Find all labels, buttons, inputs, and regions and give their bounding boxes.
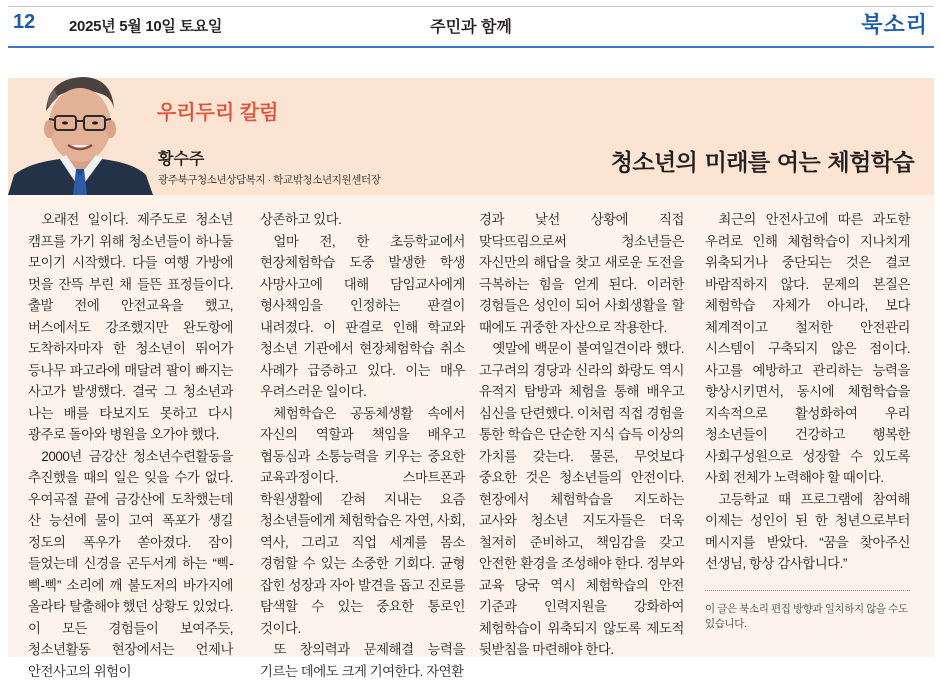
header-divider bbox=[8, 46, 934, 48]
paragraph: 고등학교 때 프로그램에 참여해 이제는 성인이 된 한 청년으로부터 메시지를 받았다. “꿈을 찾아주신 선생님, 항상 감사합니다.” bbox=[705, 489, 910, 575]
author-title: 광주북구청소년상담복지 · 학교밖청소년지원센터장 bbox=[158, 172, 380, 187]
paragraph: 또 창의력과 문제해결 능력을 기르는 데에도 크게 기여한다. 자연환 bbox=[260, 639, 465, 682]
paragraph: 2000년 금강산 청소년수련활동을 추진했을 때의 일은 잊을 수가 없다. 우여곡절 끝에 금강산에 도착했는데 산 능선에 물이 고여 폭포가 생길 정도의 폭우가 쏟아졌다. 잠이 들었는데 신경을 곤두서게 하는 “삑-삑-삑” 소리에 깨 불도저의 바가지에 올라타 탈출해야 했던 상황도 있었다. 이 모든 경험들이 보여주듯, 청소년활동 현장에서는 언제나 안전사고의 위험이 bbox=[28, 446, 233, 682]
paragraph: 오래전 일이다. 제주도로 청소년 캠프를 가기 위해 청소년들이 하나둘 모이기 시작했다. 다들 여행 가방에 멋을 잔뜩 부린 채 들뜬 표정들이다. 출발 전에 안전교육을 했고, 버스에서도 강조했지만 완도항에 도착하자마자 한 청소년이 뛰어가 등나무 파고라에 매달려 팔이 빠지는 사고가 발생했다. 결국 그 청소년과 나는 배를 타보지도 못하고 다시 광주로 돌아와 병원을 오가야 했다. bbox=[28, 209, 233, 446]
article-headline: 청소년의 미래를 여는 체험학습 bbox=[611, 144, 914, 177]
section-name: 주민과 함께 bbox=[0, 14, 942, 37]
article-column-4 bbox=[705, 209, 910, 575]
page-header bbox=[0, 7, 942, 47]
paragraph: 얼마 전, 한 초등학교에서 현장체험학습 도중 발생한 학생 사망사고에 대해 담임교사에게 형사책임을 인정하는 판결이 내려졌다. 이 판결로 인해 학교와 청소년 기관에서 현장체험학습 취소 사례가 급증하고 있다. 이는 매우 우려스러운 일이다. bbox=[260, 231, 465, 403]
masthead-logo: 북소리 bbox=[861, 8, 928, 39]
paragraph: 옛말에 백문이 불여일견이라 했다. 고구려의 경당과 신라의 화랑도 역시 유적지 탐방과 체험을 통해 배우고 심신을 단련했다. 이처럼 직접 경험을 통한 학습은 단순한 지식 습득 이상의 가치를 갖는다. 물론, 무엇보다 중요한 것은 청소년들의 안전이다. 현장에서 체험학습을 지도하는 교사와 청소년 지도자들은 더욱 철저히 준비하고, 책임감을 갖고 안전한 환경을 조성해야 한다. 정부와 교육 당국 역시 체험학습의 안전 기준과 인력지원을 강화하여 체험학습이 위축되지 않도록 제도적 뒷받침을 마련해야 한다. bbox=[479, 338, 684, 661]
page-number: 12 bbox=[13, 11, 35, 34]
article-column-1 bbox=[28, 209, 233, 682]
paragraph: 경과 낯선 상황에 직접 맞닥뜨림으로써 청소년들은 자신만의 해답을 찾고 새로운 도전을 극복하는 힘을 얻게 된다. 이러한 경험들은 성인이 되어 사회생활을 할 때에도 귀중한 자산으로 작용한다. bbox=[479, 209, 684, 338]
paragraph: 상존하고 있다. bbox=[260, 209, 465, 231]
paragraph: 체험학습은 공동체생활 속에서 자신의 역할과 책임을 배우고 협동심과 소통능력을 키우는 중요한 교육과정이다. 스마트폰과 학원생활에 갇혀 지내는 요즘 청소년들에게 체험학습은 자연, 사회, 역사, 그리고 직업 세계를 몸소 경험할 수 있는 소중한 기회다. 균형 잡힌 성장과 자아 발견을 돕고 진로를 탐색할 수 있는 중요한 통로인 것이다. bbox=[260, 403, 465, 640]
disclaimer-divider bbox=[705, 590, 910, 591]
author-name: 황수주 bbox=[158, 146, 204, 169]
article-column-3 bbox=[479, 209, 684, 661]
author-photo bbox=[8, 67, 153, 195]
column-name: 우리두리 칼럼 bbox=[157, 96, 278, 125]
paragraph: 최근의 안전사고에 따른 과도한 우려로 인해 체험학습이 지나치게 위축되거나 중단되는 것은 결코 바람직하지 않다. 문제의 본질은 체험학습 자체가 아니라, 보다 체계적이고 철저한 안전관리 시스템이 구축되지 않은 점이다. 사고를 예방하고 관리하는 능력을 향상시키면서, 동시에 체험학습을 지속적으로 활성화하여 우리 청소년들이 건강하고 행복한 사회구성원으로 성장할 수 있도록 사회 전체가 노력해야 할 때이다. bbox=[705, 209, 910, 489]
article-column-2 bbox=[260, 209, 465, 682]
issue-date: 2025년 5월 10일 토요일 bbox=[69, 15, 222, 36]
editorial-disclaimer: 이 글은 북소리 편집 방향과 일치하지 않을 수도 있습니다. bbox=[705, 602, 917, 632]
